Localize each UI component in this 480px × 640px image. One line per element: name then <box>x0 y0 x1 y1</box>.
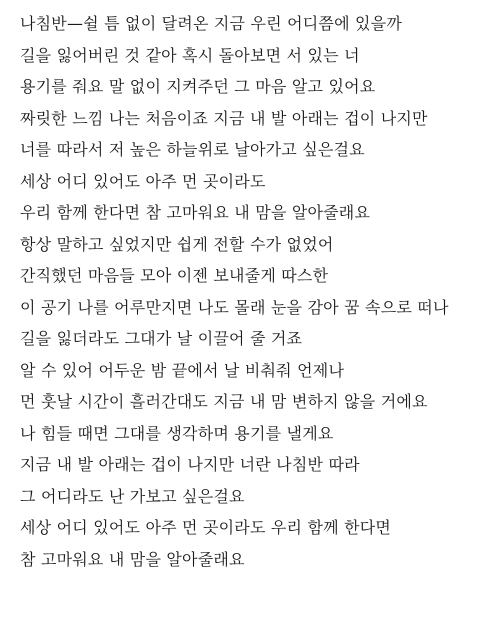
lyric-line: 길을 잃더라도 그대가 날 이끌어 줄 거죠 <box>20 329 303 348</box>
lyric-line: 참 고마워요 내 맘을 알아줄래요 <box>20 549 245 569</box>
lyric-line: 짜릿한 느낌 나는 처음이죠 지금 내 발 아래는 겁이 나지만 <box>20 108 428 128</box>
lyric-line: 길을 잃어버린 것 같아 혹시 돌아보면 서 있는 너 <box>20 45 360 65</box>
lyric-line: 간직했던 마음들 모아 이젠 보내줄게 따스한 <box>20 266 329 285</box>
lyric-line: 우리 함께 한다면 참 고마워요 내 맘을 알아줄래요 <box>20 203 371 222</box>
lyric-line: 이 공기 나를 어루만지면 나도 몰래 눈을 감아 꿈 속으로 떠나 <box>20 297 449 317</box>
lyric-line: 나침반—쉴 틈 없이 달려온 지금 우린 어디쯤에 있을까 <box>20 14 402 33</box>
lyric-line: 먼 훗날 시간이 흘러간대도 지금 내 맘 변하지 않을 거에요 <box>20 392 428 411</box>
lyric-line: 너를 따라서 저 높은 하늘위로 날아가고 싶은걸요 <box>20 140 365 159</box>
lyric-line: 용기를 줘요 말 없이 지켜주던 그 마음 알고 있어요 <box>20 77 376 96</box>
lyric-line: 지금 내 발 아래는 겁이 나지만 너란 나침반 따라 <box>20 455 360 474</box>
lyric-line: 그 어디라도 난 가보고 싶은걸요 <box>20 486 245 506</box>
lyric-line: 항상 말하고 싶었지만 쉽게 전할 수가 없었어 <box>20 234 334 254</box>
lyric-line: 세상 어디 있어도 아주 먼 곳이라도 <box>20 171 266 191</box>
lyric-line: 알 수 있어 어두운 밤 끝에서 날 비춰줘 언제나 <box>20 360 345 380</box>
lyric-line: 나 힘들 때면 그대를 생각하며 용기를 낼게요 <box>20 423 334 443</box>
lyrics-text-block <box>20 8 476 575</box>
lyric-line: 세상 어디 있어도 아주 먼 곳이라도 우리 함께 한다면 <box>20 518 392 537</box>
